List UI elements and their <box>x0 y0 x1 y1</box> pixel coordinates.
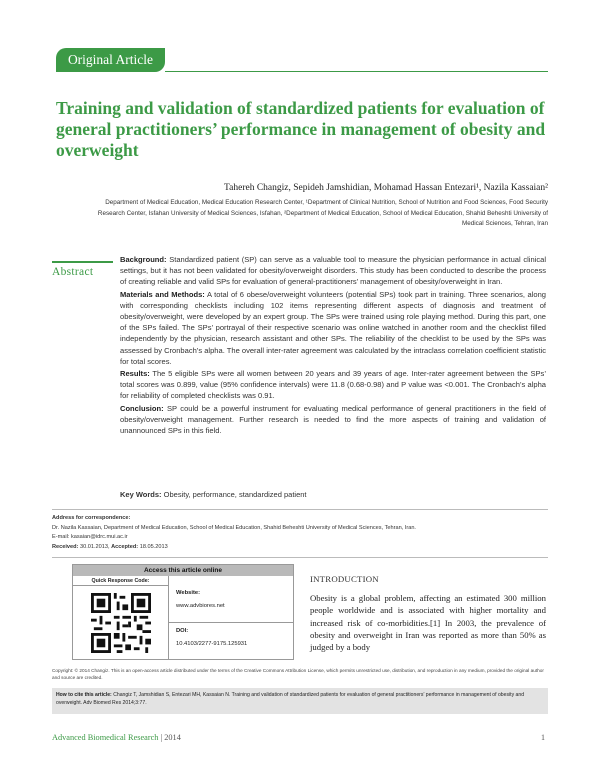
article-title: Training and validation of standardized patients for evaluation of general practitioners’ performance in management of obesity and overweight <box>56 98 546 160</box>
qr-label: Quick Response Code: <box>73 576 169 586</box>
background-label: Background: <box>120 255 167 264</box>
page-number: 1 <box>541 733 545 742</box>
methods-label: Materials and Methods: <box>120 289 205 299</box>
cite-label: How to cite this article: <box>56 692 112 698</box>
keywords-text: Obesity, performance, standardized patient <box>163 490 307 499</box>
abstract-background <box>120 254 546 288</box>
abstract-label: Abstract <box>52 261 113 278</box>
keywords-label: Key Words: <box>120 490 162 499</box>
footer-journal <box>52 733 181 742</box>
article-type-tag: Original Article <box>56 48 165 72</box>
abstract-methods <box>120 289 546 367</box>
accepted-label: Accepted: <box>111 543 139 550</box>
correspondence-label: Address for correspondence: <box>52 515 131 521</box>
results-label: Results: <box>120 369 150 379</box>
access-online-box <box>72 564 294 660</box>
divider <box>52 509 548 510</box>
results-text: The 5 eligible SPs were all women between 20 years and 39 years of age. Inter-rater agreement between the SPs’ total scores was 0.899, value (95% confidence intervals) were 11.8 (0.68-0.98) and P value was <0.001. The Cronbach’s alpha for reliability of completed checklists was 0.91. <box>120 369 547 401</box>
abstract-conclusion <box>120 403 546 437</box>
received-label: Received: <box>52 543 79 550</box>
received-date: 30.01.2013, <box>80 543 110 550</box>
accepted-date: 18.05.2013 <box>139 543 168 550</box>
access-header: Access this article online <box>73 565 293 576</box>
correspondence <box>52 514 548 552</box>
doi-link[interactable]: 10.4103/2277-9175.125931 <box>176 641 248 647</box>
citation-box <box>52 688 548 714</box>
correspondence-address: Dr. Nazila Kassaian, Department of Medical Education, School of Medical Education, Shahid Beheshti University of Medical Sciences, Tehran, Iran. <box>52 524 416 531</box>
access-divider <box>169 622 294 623</box>
qr-code-icon[interactable] <box>91 593 151 653</box>
authors: Tahereh Changiz, Sepideh Jamshidian, Mohamad Hassan Entezari¹, Nazila Kassaian² <box>224 183 548 193</box>
introduction-heading: INTRODUCTION <box>310 574 379 584</box>
correspondence-email[interactable]: E-mail: kasaian@idrc.mui.ac.ir <box>52 534 128 541</box>
conclusion-text: SP could be a powerful instrument for evaluating medical performance of general practitioners in the field of obesity/overweight management. Further research is needed to find the more aspects of training and validation of unannounced SPs in this field. <box>120 403 546 436</box>
abstract-results <box>120 368 546 402</box>
journal-name: Advanced Biomedical Research <box>52 733 159 742</box>
journal-year: | 2014 <box>160 733 181 742</box>
conclusion-label: Conclusion: <box>120 403 164 413</box>
copyright-notice: Copyright: © 2014 Changiz. This is an open-access article distributed under the terms of the Creative Commons Attribution License, which permits unrestricted use, distribution, and reproduction in any medium, provided the original author and source are credited. <box>52 668 544 681</box>
qr-code-container <box>73 586 169 660</box>
divider <box>52 557 548 558</box>
website-link[interactable]: www.advbiores.net <box>176 603 225 609</box>
header-rule <box>165 71 548 72</box>
introduction-text: Obesity is a global problem, affecting an estimated 300 million people worldwide and is associated with higher mortality and increased risk of co-morbidities.[1] In 2003, the prevalence of obesity and overweight in Iran was reported as more than 50% as judged by a body <box>310 593 546 653</box>
affiliations: Department of Medical Education, Medical Education Research Center, ¹Department of Clinical Nutrition, School of Nutrition and Food Sciences, Food Security Research Center, Isfahan University of Medical Sciences, Isfahan, ²Department of Medical Education, School of Medical Education, Shahid Beheshti University of Medical Sciences, Tehran, Iran <box>97 199 548 227</box>
background-text: Standardized patient (SP) can serve as a valuable tool to measure the physician performance in actual clinical settings, but it has not been validated for obesity/overweight disorders. This study has been conducted to describe the process of creating reliable and valid SPs for evaluation of general-practitioners’ management of obesity/overweight in Iran. <box>120 255 546 287</box>
keywords <box>120 490 307 499</box>
abstract-body <box>120 254 546 437</box>
doi-label: DOI: <box>176 628 189 634</box>
website-label: Website: <box>176 590 201 596</box>
methods-text: A total of 6 obese/overweight volunteers (potential SPs) took part in training. Three scenarios, along with corresponding checklists including 102 items representing different aspects of diagnosis and treatment of obesity/overweight, were developed by an expert group. The SPs were trained using role playing method. During this part, one of the SPs failed. The SPs’ portrayal of their respective scenario was online watched in another room and the checklist filled independently by the physician, research assistant and other SPs. The reliability of the checklist to be used by the SPs was assessed by Cronbach’s alpha. The overall inter-rater agreement was calculated by the intraclass correlation coefficient statistic for total scores. <box>120 289 546 366</box>
cite-text: Changiz T, Jamshidian S, Entezari MH, Kassaian N. Training and validation of standardized patients for evaluation of general practitioners’ performance in management of obesity and overweight. Adv Biomed Res 2014;3:77. <box>56 692 525 707</box>
